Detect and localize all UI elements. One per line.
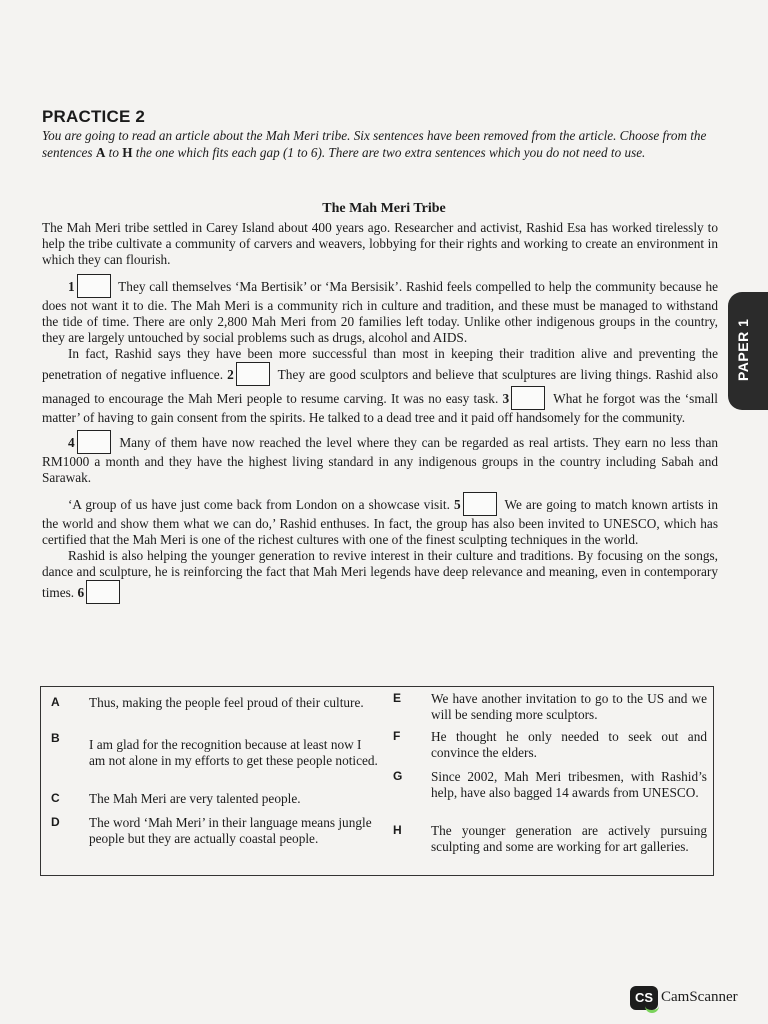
- option-letter: A: [51, 695, 60, 709]
- gap-6-answer-box[interactable]: [86, 580, 120, 604]
- paragraph-5: [42, 492, 718, 548]
- gap-2-number: 2: [227, 367, 234, 382]
- instructions-text-2: the one which fits each gap (1 to 6). There are two extra sentences which you do not need to use.: [135, 144, 646, 160]
- paragraph-6: [42, 548, 718, 604]
- option-letter: C: [51, 791, 60, 805]
- camscanner-swoosh-icon: [645, 1006, 659, 1013]
- paragraph-3-text-b: They are good sculptors and believe that sculptures are living things. Rashid also managed to encourage the Mah Meri people to resume carving. It was no easy task.: [42, 367, 718, 406]
- camscanner-logo-text: CS: [634, 990, 654, 1005]
- option-letter: E: [393, 691, 402, 705]
- paragraph-3: [42, 346, 718, 426]
- option-text: He thought he only needed to seek out and convince the elders.: [431, 729, 707, 760]
- option-letter: G: [393, 769, 403, 783]
- gap-4-number: 4: [68, 435, 75, 450]
- paragraph-2: [42, 274, 718, 346]
- gap-4-answer-box[interactable]: [77, 430, 111, 454]
- option-letter: D: [51, 815, 60, 829]
- gap-5-number: 5: [453, 497, 461, 512]
- paragraph-4: [42, 430, 718, 486]
- instructions-word-to: to: [108, 144, 119, 160]
- options-box: [40, 686, 714, 876]
- instructions-letter-a: A: [95, 144, 106, 160]
- gap-3-number: 3: [502, 391, 510, 406]
- option-text: Since 2002, Mah Meri tribesmen, with Rashid’s help, have also bagged 14 awards from UNESCO.: [431, 769, 707, 800]
- gap-5-answer-box[interactable]: [463, 492, 497, 516]
- instructions-letter-h: H: [122, 144, 133, 160]
- paragraph-2-text: They call themselves ‘Ma Bertisik’ or ‘Ma Bersisik’. Rashid feels compelled to help the community because he does not want it to die. The Mah Meri is a community rich in culture and tradition, and these must be managed to withstand the tide of time. There are only 2,800 Mah Meri from 20 families left today. Unlike other indigenous groups in the country, they are largely untouched by social problems such as drugs, alcohol and AIDS.: [42, 279, 718, 345]
- option-text: The Mah Meri are very talented people.: [89, 791, 301, 806]
- option-letter: F: [393, 729, 401, 743]
- paragraph-3-text-a: In fact, Rashid says they have been more successful than most in keeping their tradition alive and preventing the penetration of negative influence.: [42, 346, 718, 382]
- gap-3-answer-box[interactable]: [511, 386, 545, 410]
- article-title: The Mah Meri Tribe: [322, 201, 446, 216]
- option-text: I am glad for the recognition because at least now I am not alone in my efforts to get these people noticed.: [89, 737, 378, 768]
- option-text: Thus, making the people feel proud of their culture.: [89, 695, 364, 710]
- gap-2-answer-box[interactable]: [236, 362, 270, 386]
- gap-6-number: 6: [77, 585, 85, 600]
- article-body: [42, 220, 718, 604]
- option-letter: B: [51, 731, 60, 745]
- paragraph-5-text-b: We are going to match known artists in the world and show them what we can do,’ Rashid enthuses. In fact, the group has also been invited to UNESCO, which has certified that the Mah Meri is one of the richest cultures with one of the finest sculpting techniques in the world.: [42, 497, 718, 547]
- paragraph-6-text: Rashid is also helping the younger generation to revive interest in their culture and traditions. By focusing on the songs, dance and sculpture, he is reinforcing the fact that Mah Meri legends have deep relevance and meaning, even in contemporary times.: [42, 548, 718, 600]
- instructions-text-1: You are going to read an article about the Mah Meri tribe. Six sentences have been removed from the article. Choose from the sentences: [42, 128, 707, 160]
- paper-side-tab-label: PAPER 1: [735, 318, 751, 382]
- option-letter: H: [393, 823, 402, 837]
- gap-1-number: 1: [68, 279, 75, 294]
- instructions: [42, 128, 718, 161]
- paragraph-1: The Mah Meri tribe settled in Carey Island about 400 years ago. Researcher and activist, Rashid Esa has worked tirelessly to help the tribe cultivate a community of carvers and weavers, lobbying for their rights and working to create an environment in which they can flourish.: [42, 220, 718, 267]
- option-text: We have another invitation to go to the US and we will be sending more sculptors.: [431, 691, 707, 722]
- camscanner-logo-icon: [630, 986, 658, 1010]
- camscanner-watermark: CamScanner: [661, 989, 738, 1005]
- option-text: The word ‘Mah Meri’ in their language means jungle people but they are actually coastal people.: [89, 815, 372, 846]
- option-text: The younger generation are actively pursuing sculpting and some are working for art galleries.: [431, 823, 707, 854]
- gap-1-answer-box[interactable]: [77, 274, 111, 298]
- paragraph-3-text-c: What he forgot was the ‘small matter’ of having to gain consent from the spirits. He talked to a dead tree and it paid off handsomely for the community.: [42, 391, 718, 425]
- practice-heading: PRACTICE 2: [42, 107, 146, 126]
- paragraph-5-text-a: ‘A group of us have just come back from London on a showcase visit.: [68, 497, 450, 512]
- paragraph-4-text: Many of them have now reached the level where they can be regarded as real artists. They earn no less than RM1000 a month and they have the highest living standard in any indigenous groups in the country including Sabah and Sarawak.: [42, 435, 719, 485]
